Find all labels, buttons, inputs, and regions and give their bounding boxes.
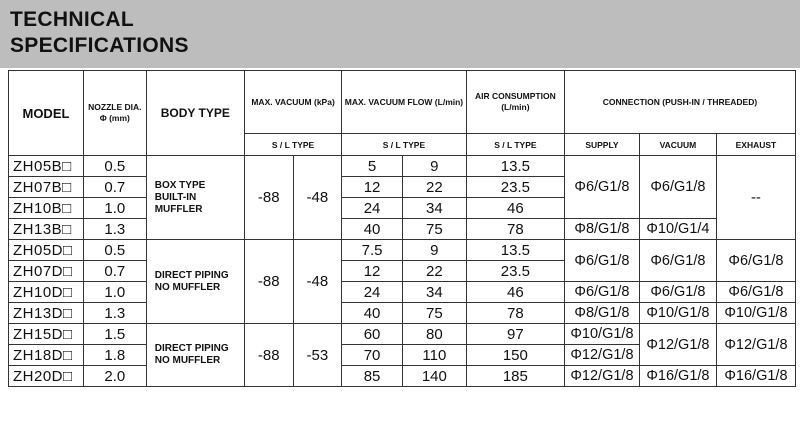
supply-cell: Φ6/G1/8 bbox=[564, 282, 639, 303]
nozzle-cell: 1.3 bbox=[83, 219, 146, 240]
model-cell: ZH10B□ bbox=[9, 198, 84, 219]
table-row bbox=[9, 156, 796, 177]
sub-exhaust: EXHAUST bbox=[716, 134, 795, 156]
nozzle-cell: 1.8 bbox=[83, 345, 146, 366]
body-type-cell: DIRECT PIPING NO MUFFLER bbox=[146, 324, 244, 387]
header-nozzle: NOZZLE DIA. Φ (mm) bbox=[83, 71, 146, 156]
air-cell: 46 bbox=[466, 282, 564, 303]
flow-l-cell: 80 bbox=[402, 324, 466, 345]
table-row bbox=[9, 324, 796, 345]
flow-s-cell: 70 bbox=[342, 345, 403, 366]
nozzle-cell: 1.5 bbox=[83, 324, 146, 345]
model-cell: ZH07D□ bbox=[9, 261, 84, 282]
specifications-table bbox=[8, 70, 796, 387]
supply-cell: Φ10/G1/8 bbox=[564, 324, 639, 345]
vacuum-l-cell: -53 bbox=[293, 324, 342, 387]
header-model: MODEL bbox=[9, 71, 84, 156]
flow-l-cell: 75 bbox=[402, 219, 466, 240]
exhaust-cell: -- bbox=[716, 156, 795, 240]
title-line-1: TECHNICAL bbox=[10, 8, 135, 31]
air-cell: 13.5 bbox=[466, 240, 564, 261]
sub-vacuum: VACUUM bbox=[639, 134, 716, 156]
flow-s-cell: 12 bbox=[342, 261, 403, 282]
sub-air-sl-type: S / L TYPE bbox=[466, 134, 564, 156]
table-row bbox=[9, 219, 796, 240]
flow-s-cell: 24 bbox=[342, 282, 403, 303]
air-cell: 13.5 bbox=[466, 156, 564, 177]
table-row bbox=[9, 240, 796, 261]
header-max-vacuum: MAX. VACUUM (kPa) bbox=[244, 71, 341, 134]
supply-cell: Φ8/G1/8 bbox=[564, 219, 639, 240]
air-cell: 23.5 bbox=[466, 177, 564, 198]
air-cell: 97 bbox=[466, 324, 564, 345]
flow-l-cell: 22 bbox=[402, 177, 466, 198]
body-type-cell: DIRECT PIPING NO MUFFLER bbox=[146, 240, 244, 324]
supply-cell: Φ12/G1/8 bbox=[564, 345, 639, 366]
air-cell: 78 bbox=[466, 303, 564, 324]
table-row bbox=[9, 282, 796, 303]
flow-s-cell: 5 bbox=[342, 156, 403, 177]
model-cell: ZH07B□ bbox=[9, 177, 84, 198]
vacuum-port-cell: Φ6/G1/8 bbox=[639, 282, 716, 303]
exhaust-cell: Φ6/G1/8 bbox=[716, 240, 795, 282]
air-cell: 78 bbox=[466, 219, 564, 240]
model-cell: ZH13B□ bbox=[9, 219, 84, 240]
header-air-consumption: AIR CONSUMPTION (L/min) bbox=[466, 71, 564, 134]
vacuum-s-cell: -88 bbox=[244, 156, 293, 240]
sub-supply: SUPPLY bbox=[564, 134, 639, 156]
nozzle-cell: 1.3 bbox=[83, 303, 146, 324]
vacuum-port-cell: Φ16/G1/8 bbox=[639, 366, 716, 387]
vacuum-port-cell: Φ12/G1/8 bbox=[639, 324, 716, 366]
body-type-cell: BOX TYPE BUILT-IN MUFFLER bbox=[146, 156, 244, 240]
exhaust-cell: Φ16/G1/8 bbox=[716, 366, 795, 387]
vacuum-l-cell: -48 bbox=[293, 156, 342, 240]
model-cell: ZH15D□ bbox=[9, 324, 84, 345]
nozzle-cell: 1.0 bbox=[83, 282, 146, 303]
vacuum-s-cell: -88 bbox=[244, 324, 293, 387]
supply-cell: Φ6/G1/8 bbox=[564, 156, 639, 219]
model-cell: ZH05B□ bbox=[9, 156, 84, 177]
nozzle-cell: 1.0 bbox=[83, 198, 146, 219]
header-max-flow: MAX. VACUUM FLOW (L/min) bbox=[342, 71, 467, 134]
flow-l-cell: 34 bbox=[402, 282, 466, 303]
nozzle-cell: 0.7 bbox=[83, 177, 146, 198]
exhaust-cell: Φ10/G1/8 bbox=[716, 303, 795, 324]
air-cell: 46 bbox=[466, 198, 564, 219]
model-cell: ZH05D□ bbox=[9, 240, 84, 261]
flow-l-cell: 22 bbox=[402, 261, 466, 282]
flow-s-cell: 7.5 bbox=[342, 240, 403, 261]
flow-l-cell: 9 bbox=[402, 240, 466, 261]
flow-s-cell: 12 bbox=[342, 177, 403, 198]
flow-s-cell: 24 bbox=[342, 198, 403, 219]
model-cell: ZH13D□ bbox=[9, 303, 84, 324]
flow-l-cell: 110 bbox=[402, 345, 466, 366]
nozzle-cell: 0.5 bbox=[83, 240, 146, 261]
supply-cell: Φ8/G1/8 bbox=[564, 303, 639, 324]
exhaust-cell: Φ6/G1/8 bbox=[716, 282, 795, 303]
flow-s-cell: 40 bbox=[342, 219, 403, 240]
vacuum-port-cell: Φ6/G1/8 bbox=[639, 156, 716, 219]
supply-cell: Φ6/G1/8 bbox=[564, 240, 639, 282]
header-connection: CONNECTION (PUSH-IN / THREADED) bbox=[564, 71, 795, 134]
sub-flow-sl-type: S / L TYPE bbox=[342, 134, 467, 156]
nozzle-cell: 0.5 bbox=[83, 156, 146, 177]
flow-l-cell: 34 bbox=[402, 198, 466, 219]
vacuum-l-cell: -48 bbox=[293, 240, 342, 324]
vacuum-port-cell: Φ10/G1/4 bbox=[639, 219, 716, 240]
flow-l-cell: 140 bbox=[402, 366, 466, 387]
header-body-type: BODY TYPE bbox=[146, 71, 244, 156]
flow-s-cell: 60 bbox=[342, 324, 403, 345]
flow-s-cell: 85 bbox=[342, 366, 403, 387]
flow-s-cell: 40 bbox=[342, 303, 403, 324]
exhaust-cell: Φ12/G1/8 bbox=[716, 324, 795, 366]
title-banner bbox=[0, 0, 800, 68]
flow-l-cell: 9 bbox=[402, 156, 466, 177]
model-cell: ZH20D□ bbox=[9, 366, 84, 387]
title-line-2: SPECIFICATIONS bbox=[10, 34, 189, 57]
table-row bbox=[9, 366, 796, 387]
flow-l-cell: 75 bbox=[402, 303, 466, 324]
table-row bbox=[9, 303, 796, 324]
nozzle-cell: 0.7 bbox=[83, 261, 146, 282]
air-cell: 23.5 bbox=[466, 261, 564, 282]
sub-vacuum-sl-type: S / L TYPE bbox=[244, 134, 341, 156]
model-cell: ZH18D□ bbox=[9, 345, 84, 366]
nozzle-cell: 2.0 bbox=[83, 366, 146, 387]
vacuum-port-cell: Φ6/G1/8 bbox=[639, 240, 716, 282]
air-cell: 150 bbox=[466, 345, 564, 366]
air-cell: 185 bbox=[466, 366, 564, 387]
vacuum-port-cell: Φ10/G1/8 bbox=[639, 303, 716, 324]
supply-cell: Φ12/G1/8 bbox=[564, 366, 639, 387]
vacuum-s-cell: -88 bbox=[244, 240, 293, 324]
model-cell: ZH10D□ bbox=[9, 282, 84, 303]
